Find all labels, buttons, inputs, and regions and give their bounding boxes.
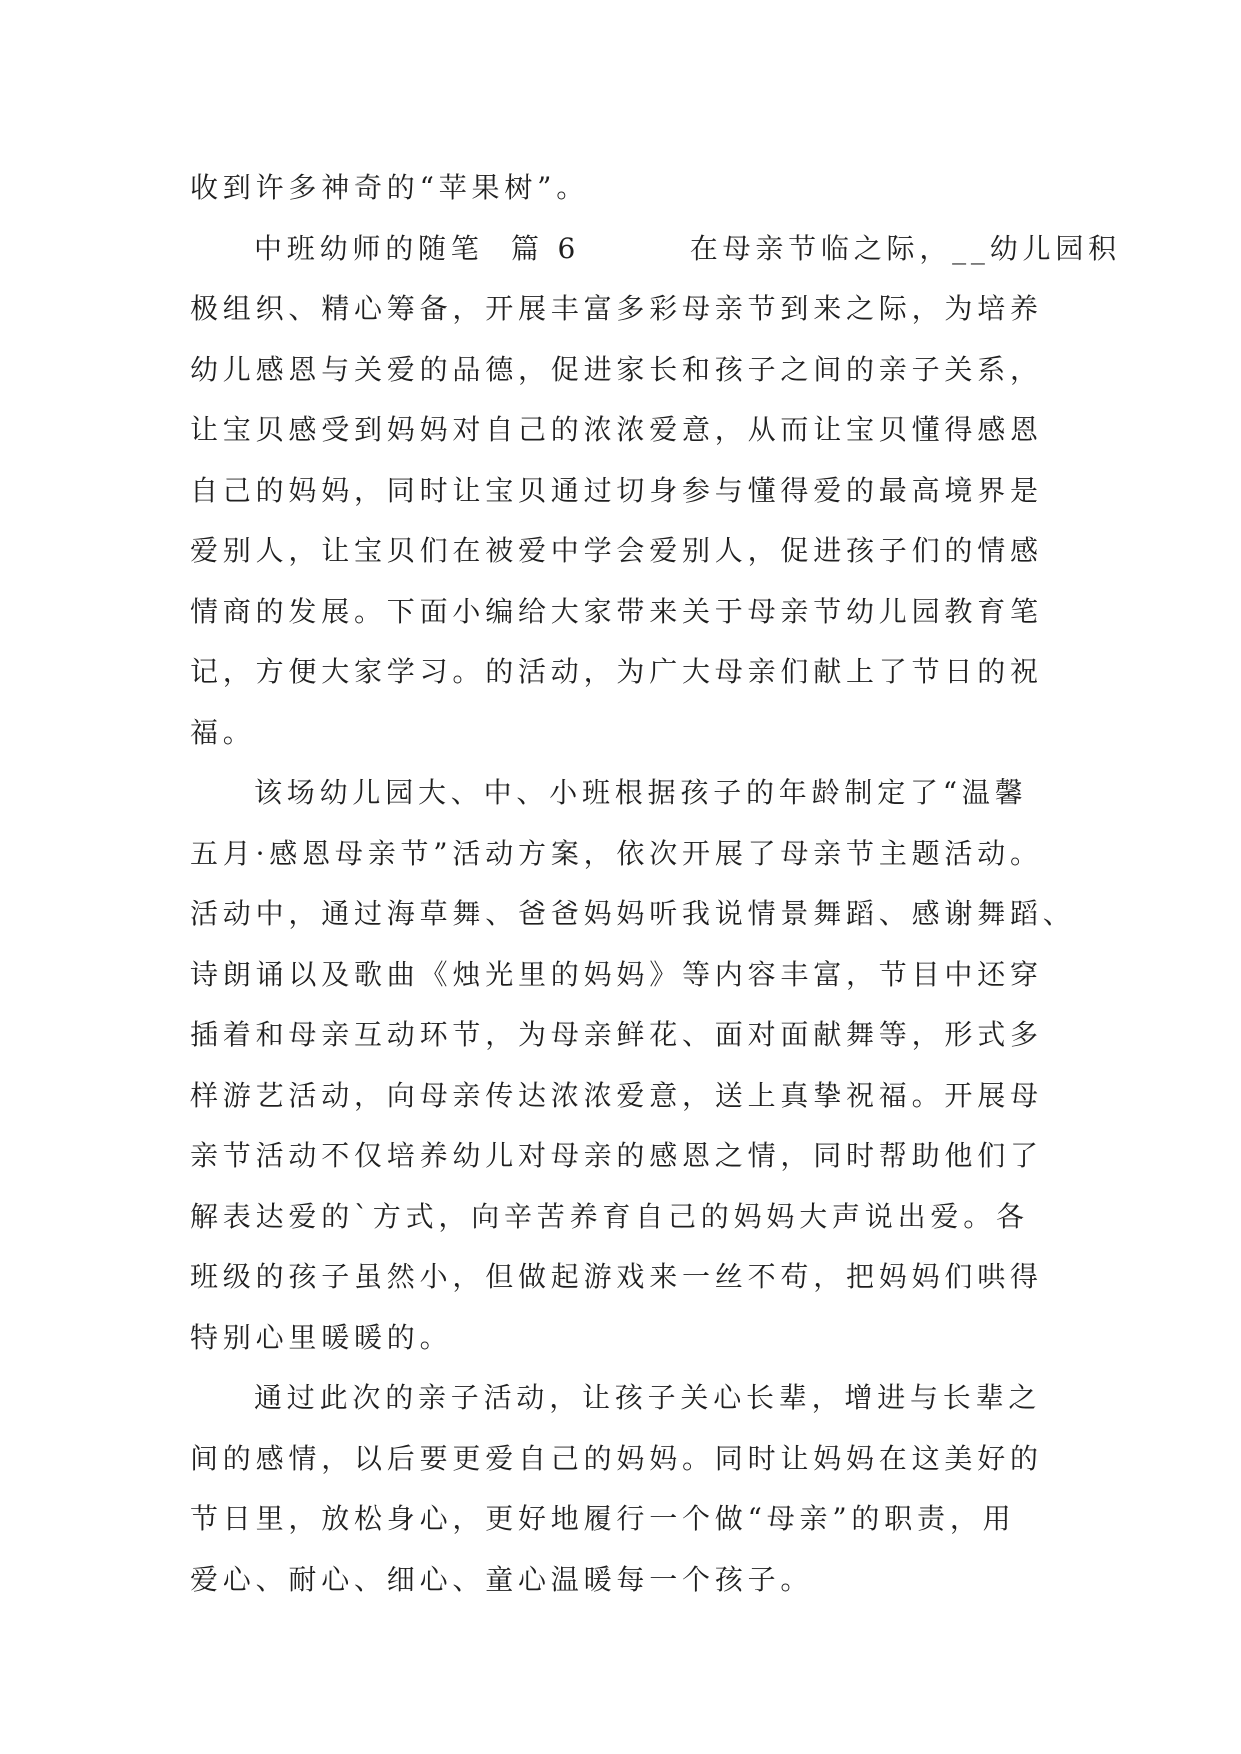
text-line: 自己的妈妈，同时让宝贝通过切身参与懂得爱的最高境界是 — [190, 473, 1043, 507]
text-line: 极组织、精心筹备，开展丰富多彩母亲节到来之际，为培养 — [190, 292, 1043, 325]
text-line: 收到许多神奇的“苹果树”。 — [190, 171, 590, 204]
text-line: 让宝贝感受到妈妈对自己的浓浓爱意，从而让宝贝懂得感恩 — [190, 413, 1043, 446]
text-line: 爱心、耐心、细心、童心温暖每一个孩子。 — [190, 1562, 814, 1596]
paragraph-start-line: 该场幼儿园大、中、小班根据孩子的年龄制定了“温馨 — [254, 776, 1028, 809]
text-line: 情商的发展。下面小编给大家带来关于母亲节幼儿园教育笔 — [190, 594, 1043, 628]
text-line: 班级的孩子虽然小，但做起游戏来一丝不苟，把妈妈们哄得 — [190, 1260, 1043, 1293]
text-line: 间的感情，以后要更爱自己的妈妈。同时让妈妈在这美好的 — [190, 1441, 1043, 1475]
text-line: 亲节活动不仅培养幼儿对母亲的感恩之情，同时帮助他们了 — [190, 1139, 1043, 1172]
paragraph-start-line: 通过此次的亲子活动，让孩子关心长辈，增进与长辈之 — [254, 1381, 1042, 1414]
text-line: 活动中，通过海草舞、爸爸妈妈听我说情景舞蹈、感谢舞蹈、 — [190, 897, 1076, 930]
text-line: 插着和母亲互动环节，为母亲鲜花、面对面献舞等，形式多 — [190, 1018, 1043, 1051]
body-text — [190, 158, 1121, 1610]
text-line: 幼儿感恩与关爱的品德，促进家长和孩子之间的亲子关系， — [190, 352, 1043, 386]
text-line: 样游艺活动，向母亲传达浓浓爱意，送上真挚祝福。开展母 — [190, 1078, 1043, 1112]
text-line: 记，方便大家学习。的活动，为广大母亲们献上了节日的祝 — [190, 655, 1043, 688]
text-line: 解表达爱的`方式，向辛苦养育自己的妈妈大声说出爱。各 — [190, 1199, 1029, 1233]
text-line: 五月·感恩母亲节”活动方案，依次开展了母亲节主题活动。 — [190, 836, 1043, 870]
text-line: 福。 — [190, 715, 256, 749]
text-line: 诗朗诵以及歌曲《烛光里的妈妈》等内容丰富，节目中还穿 — [190, 957, 1043, 991]
section-heading-line: 中班幼师的随笔 篇 6 在母亲节临之际，__幼儿园积 — [254, 231, 1121, 265]
text-line: 特别心里暖暖的。 — [190, 1320, 453, 1354]
text-line: 节日里，放松身心，更好地履行一个做“母亲”的职责，用 — [190, 1502, 1016, 1535]
text-line: 爱别人，让宝贝们在被爱中学会爱别人，促进孩子们的情感 — [190, 534, 1043, 567]
